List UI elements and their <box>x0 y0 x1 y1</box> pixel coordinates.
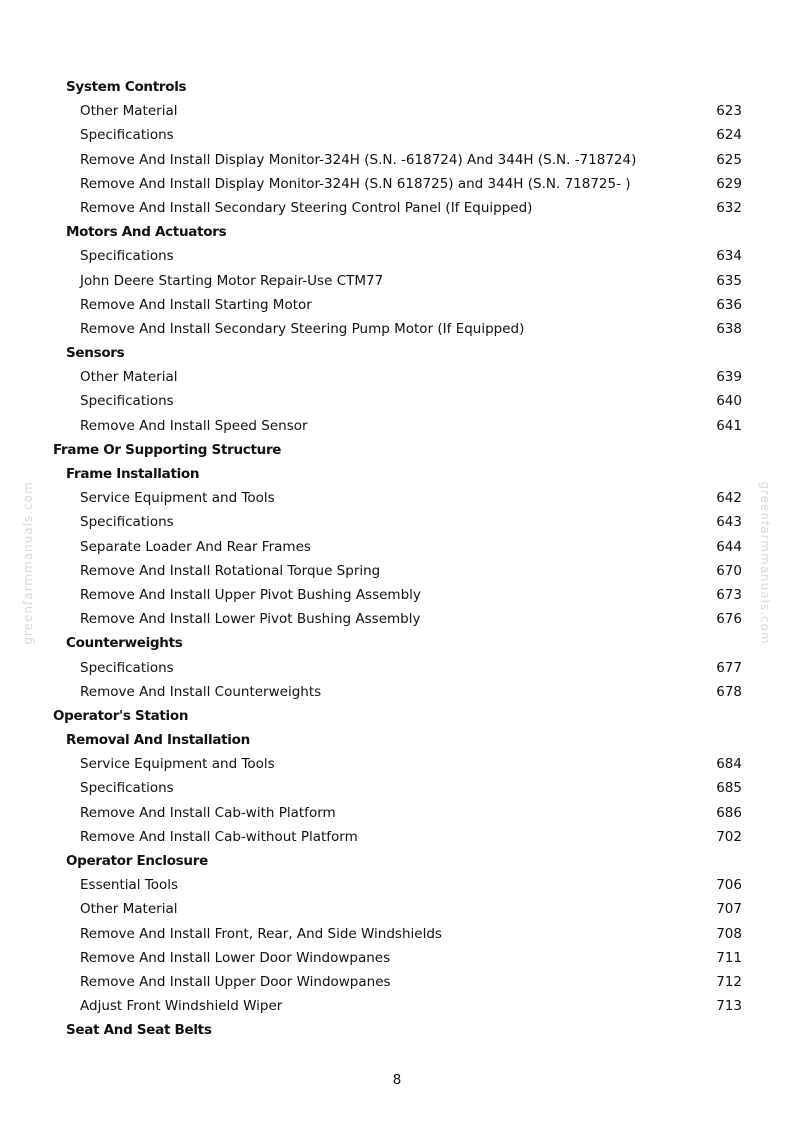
toc-subsection-heading <box>0 462 794 486</box>
toc-subsection-heading <box>0 849 794 873</box>
toc-entry-title: Specifications <box>80 659 174 676</box>
toc-entry-title: Remove And Install Display Monitor-324H (S.N. -618724) And 344H (S.N. -718724) <box>80 151 637 168</box>
toc-entry-title: Operator's Station <box>53 707 189 724</box>
toc-entry-title: Remove And Install Cab-with Platform <box>80 804 336 821</box>
toc-entry-title: Operator Enclosure <box>66 853 208 869</box>
toc-entry[interactable] <box>0 801 794 825</box>
toc-entry[interactable] <box>0 293 794 317</box>
toc-entry-title: Remove And Install Secondary Steering Control Panel (If Equipped) <box>80 199 533 216</box>
toc-entry-page-number: 677 <box>716 659 742 676</box>
toc-entry-title: System Controls <box>66 79 187 95</box>
toc-entry-page-number: 629 <box>716 175 742 192</box>
toc-entry-page-number: 708 <box>716 925 742 942</box>
toc-entry-title: Specifications <box>80 248 174 265</box>
toc-entry-title: Specifications <box>80 514 174 531</box>
toc-entry-title: Separate Loader And Rear Frames <box>80 538 311 555</box>
toc-entry-page-number: 625 <box>716 151 742 168</box>
toc-section-heading <box>0 704 794 728</box>
toc-subsection-heading <box>0 220 794 244</box>
toc-entry-page-number: 713 <box>716 998 742 1015</box>
toc-entry-title: Service Equipment and Tools <box>80 756 275 773</box>
toc-entry-page-number: 711 <box>716 949 742 966</box>
toc-entry-title: Remove And Install Rotational Torque Spring <box>80 562 381 579</box>
toc-subsection-heading <box>0 728 794 752</box>
toc-entry-title: Sensors <box>66 345 125 362</box>
toc-entry[interactable] <box>0 607 794 631</box>
toc-entry-title: Counterweights <box>66 635 183 652</box>
toc-entry[interactable] <box>0 583 794 607</box>
toc-entry-title: Remove And Install Lower Door Windowpanes <box>80 949 391 966</box>
toc-entry-page-number: 707 <box>716 901 742 918</box>
watermark-left: greenfarmmanuals.com <box>21 481 35 645</box>
toc-entry-title: Remove And Install Front, Rear, And Side Windshields <box>80 925 442 942</box>
toc-entry-page-number: 686 <box>716 804 742 821</box>
toc-subsection-heading <box>0 75 794 99</box>
toc-entry-title: Frame Or Supporting Structure <box>53 441 282 458</box>
toc-entry-title: Remove And Install Speed Sensor <box>80 417 308 434</box>
toc-entry[interactable] <box>0 172 794 196</box>
toc-entry[interactable] <box>0 269 794 293</box>
toc-entry-title: Other Material <box>80 369 178 386</box>
toc-entry-page-number: 624 <box>716 127 742 144</box>
toc-entry-page-number: 639 <box>716 369 742 386</box>
toc-entry-page-number: 643 <box>716 514 742 531</box>
toc-entry[interactable] <box>0 680 794 704</box>
toc-entry-page-number: 673 <box>716 586 742 603</box>
toc-entry[interactable] <box>0 486 794 510</box>
toc-entry-page-number: 638 <box>716 320 742 337</box>
toc-subsection-heading <box>0 1018 794 1042</box>
toc-entry[interactable] <box>0 414 794 438</box>
toc-entry-title: Remove And Install Upper Door Windowpanes <box>80 973 391 990</box>
toc-entry-page-number: 635 <box>716 272 742 289</box>
toc-entry[interactable] <box>0 389 794 413</box>
toc-entry[interactable] <box>0 148 794 172</box>
toc-section-heading <box>0 438 794 462</box>
toc-entry[interactable] <box>0 946 794 970</box>
toc-entry-page-number: 702 <box>716 828 742 845</box>
toc-entry-title: Remove And Install Lower Pivot Bushing Assembly <box>80 611 421 628</box>
toc-entry-title: Remove And Install Counterweights <box>80 683 322 700</box>
toc-entry-page-number: 676 <box>716 611 742 628</box>
toc-entry-page-number: 706 <box>716 877 742 894</box>
toc-entry-page-number: 636 <box>716 296 742 313</box>
toc-entry-title: Motors And Actuators <box>66 224 227 241</box>
toc-entry[interactable] <box>0 317 794 341</box>
toc-entry-page-number: 642 <box>716 490 742 507</box>
toc-entry-page-number: 712 <box>716 973 742 990</box>
toc-subsection-heading <box>0 341 794 365</box>
toc-entry[interactable] <box>0 656 794 680</box>
toc-entry-title: Seat And Seat Belts <box>66 1022 212 1039</box>
toc-entry[interactable] <box>0 970 794 994</box>
toc-entry-title: Specifications <box>80 393 174 410</box>
toc-entry-title: Frame Installation <box>66 466 200 482</box>
toc-entry-page-number: 670 <box>716 562 742 579</box>
toc-entry-title: John Deere Starting Motor Repair-Use CTM77 <box>80 272 384 289</box>
toc-entry-title: Removal And Installation <box>66 732 250 749</box>
toc-entry-page-number: 632 <box>716 199 742 216</box>
toc-entry-title: Specifications <box>80 780 174 797</box>
toc-entry[interactable] <box>0 535 794 559</box>
toc-subsection-heading <box>0 631 794 655</box>
toc-entry[interactable] <box>0 897 794 921</box>
toc-entry-page-number: 634 <box>716 248 742 265</box>
toc-entry[interactable] <box>0 510 794 534</box>
toc-entry[interactable] <box>0 994 794 1018</box>
toc-entry-title: Specifications <box>80 127 174 144</box>
toc-entry-page-number: 644 <box>716 538 742 555</box>
toc-entry-title: Remove And Install Cab-without Platform <box>80 828 358 845</box>
toc-entry[interactable] <box>0 873 794 897</box>
toc-entry-title: Remove And Install Starting Motor <box>80 296 312 313</box>
toc-entry[interactable] <box>0 559 794 583</box>
page-number: 8 <box>392 1072 402 1088</box>
toc-entry-title: Remove And Install Upper Pivot Bushing Assembly <box>80 586 421 603</box>
toc-entry[interactable] <box>0 123 794 147</box>
toc-entry[interactable] <box>0 365 794 389</box>
table-of-contents <box>0 75 794 1043</box>
toc-entry-page-number: 641 <box>716 417 742 434</box>
toc-entry[interactable] <box>0 776 794 800</box>
toc-entry[interactable] <box>0 922 794 946</box>
toc-entry[interactable] <box>0 825 794 849</box>
toc-entry-page-number: 678 <box>716 683 742 700</box>
toc-entry-page-number: 684 <box>716 756 742 773</box>
toc-entry-title: Essential Tools <box>80 877 179 894</box>
toc-entry[interactable] <box>0 752 794 776</box>
toc-entry[interactable] <box>0 99 794 123</box>
toc-entry-title: Service Equipment and Tools <box>80 490 275 507</box>
watermark-right: greenfarmmanuals.com <box>758 481 772 645</box>
toc-entry-title: Adjust Front Windshield Wiper <box>80 998 283 1015</box>
toc-entry-title: Other Material <box>80 901 178 918</box>
toc-entry-page-number: 623 <box>716 103 742 120</box>
toc-entry-page-number: 685 <box>716 780 742 797</box>
toc-entry-title: Remove And Install Display Monitor-324H (S.N 618725) and 344H (S.N. 718725- ) <box>80 175 631 192</box>
toc-entry-page-number: 640 <box>716 393 742 410</box>
toc-entry[interactable] <box>0 244 794 268</box>
toc-entry-title: Remove And Install Secondary Steering Pump Motor (If Equipped) <box>80 320 525 337</box>
toc-entry[interactable] <box>0 196 794 220</box>
toc-entry-title: Other Material <box>80 103 178 120</box>
